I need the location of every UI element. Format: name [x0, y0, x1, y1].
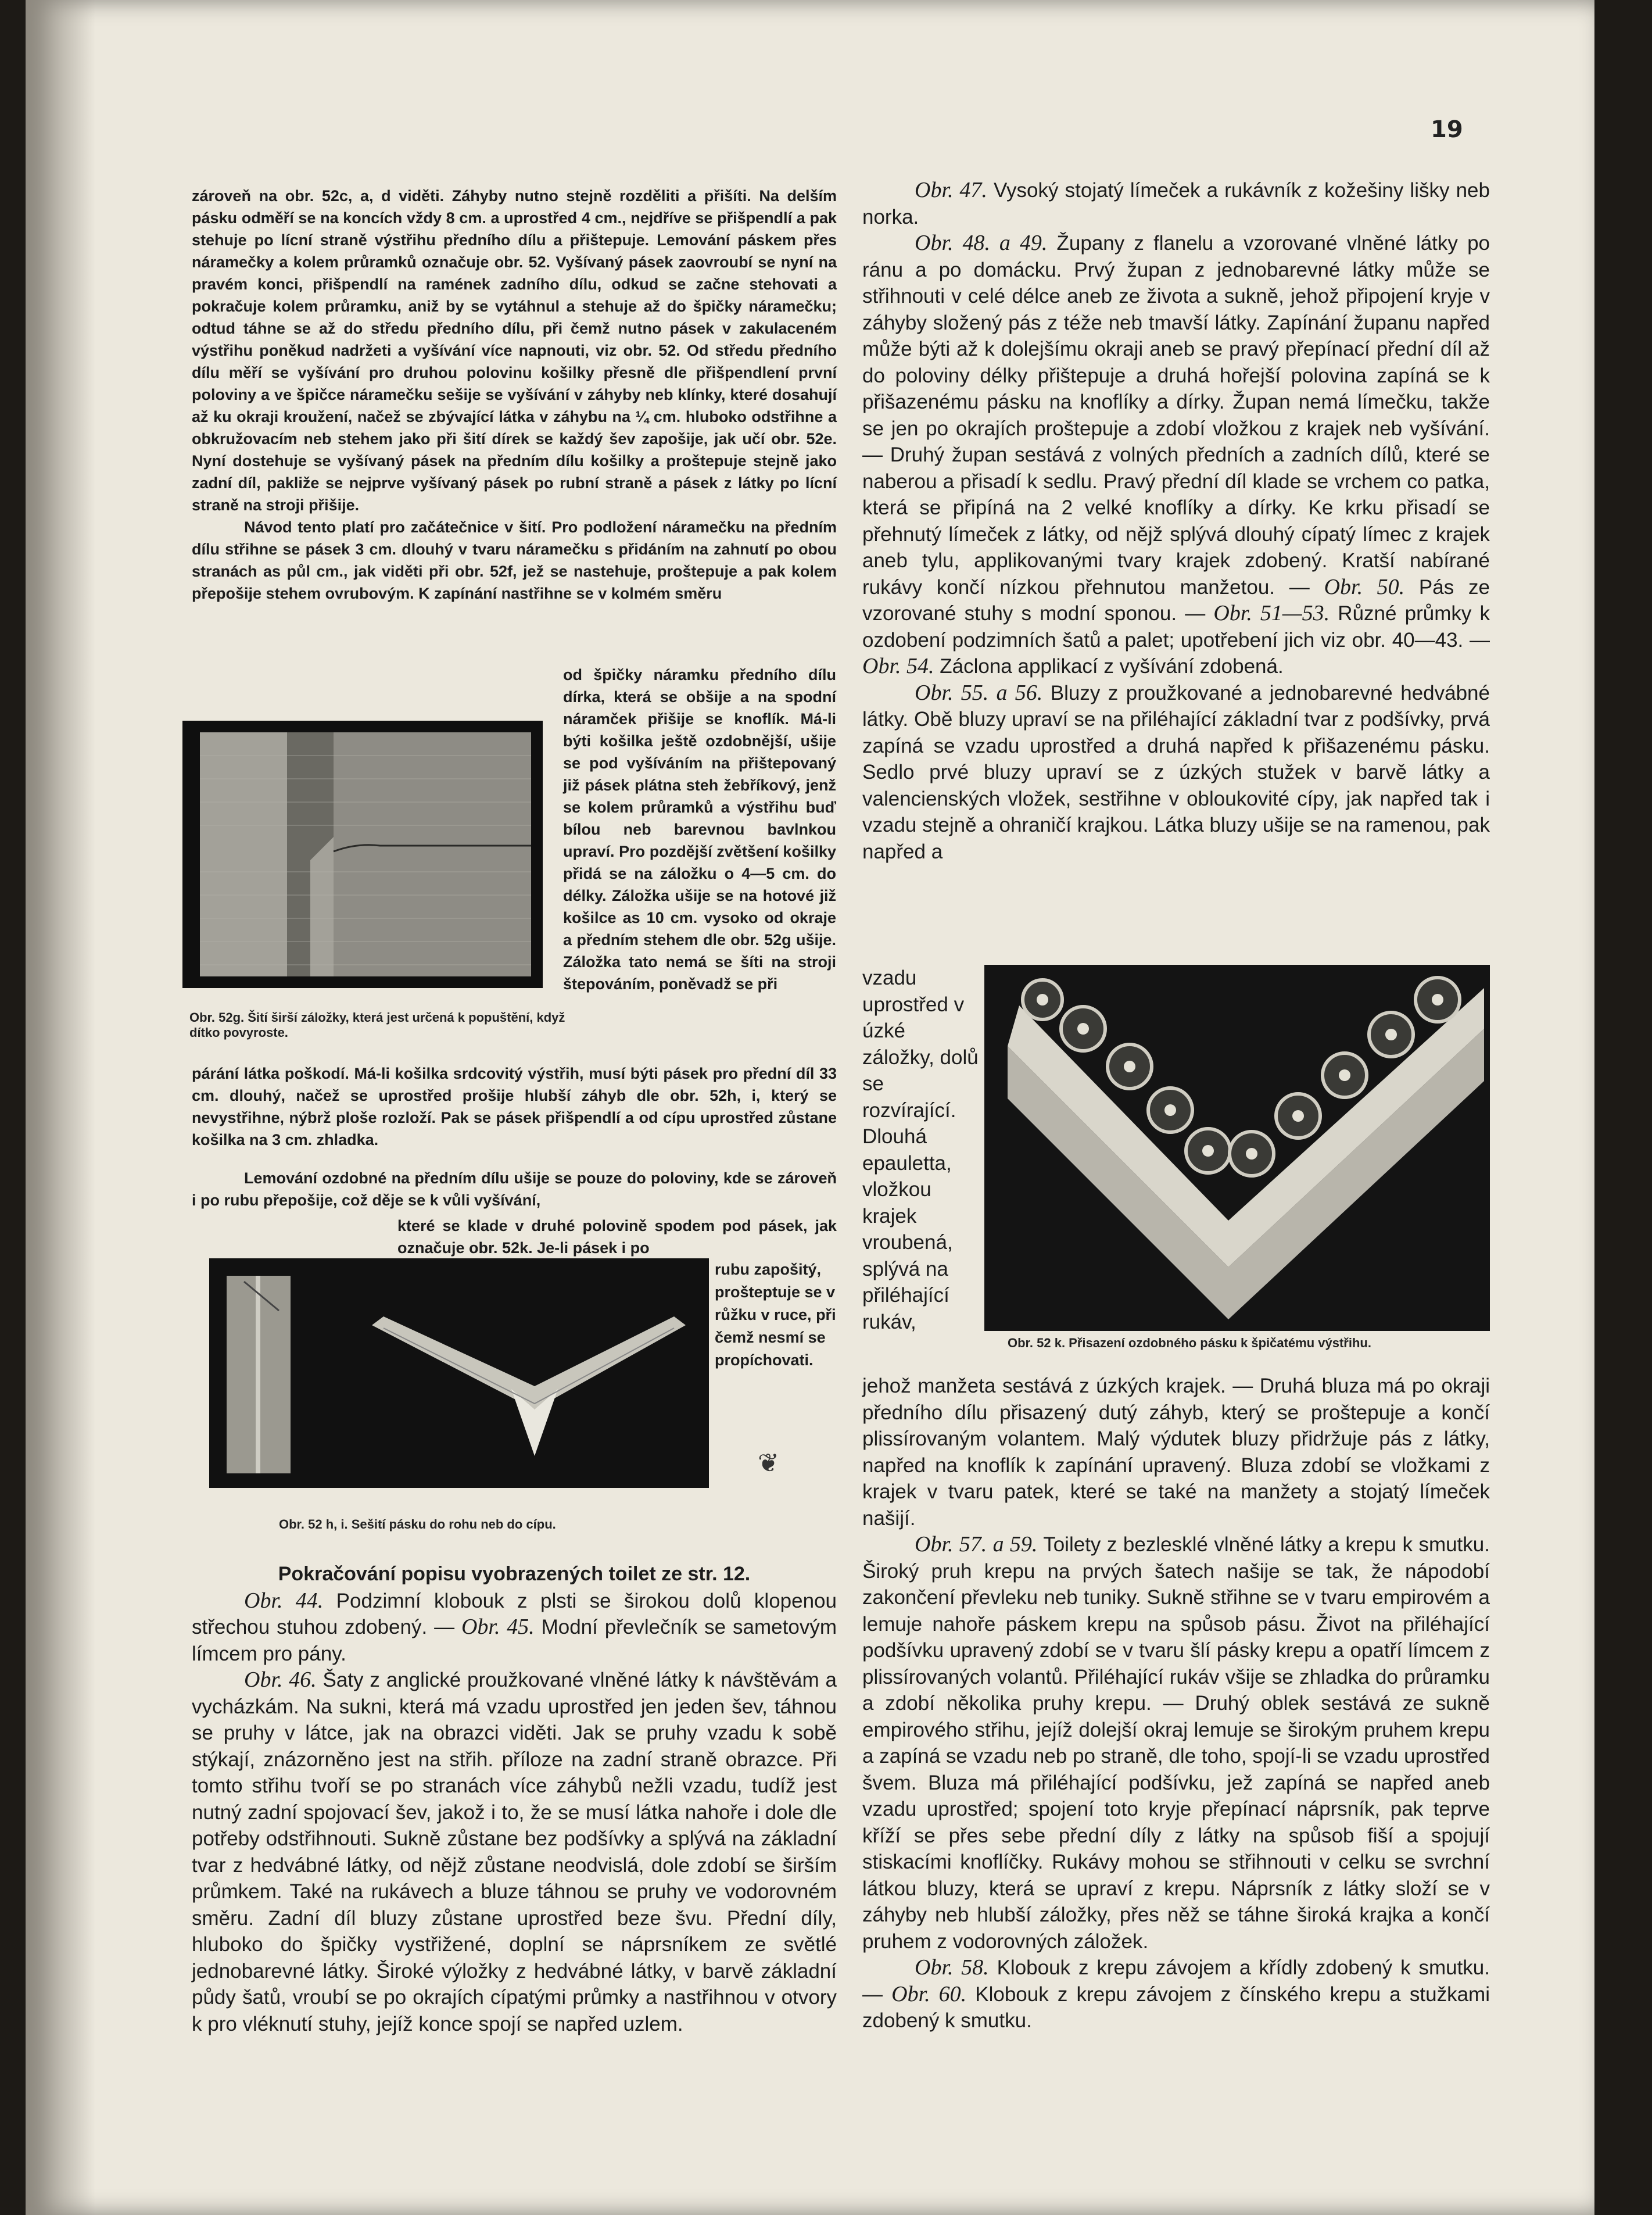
- left-large-text: [192, 1561, 837, 2037]
- figure-52k-image: [984, 965, 1490, 1331]
- figure-ref: Obr. 46.: [244, 1667, 317, 1692]
- left-small-text-2: [192, 1062, 837, 1211]
- wrap-text-52hi: rubu zapošitý, prošteptuje se v růžku v ruce, při čemž nesmí se propíchovati.: [715, 1261, 836, 1369]
- ornament-icon: ❦: [758, 1449, 779, 1477]
- figure-ref: Obr. 44.: [244, 1588, 324, 1613]
- text: Klobouk z krepu závojem a křídly zdobený k smutku. —: [862, 1956, 1490, 2006]
- caption-52hi: Obr. 52 h, i. Sešití pásku do rohu neb do cípu.: [279, 1517, 556, 1531]
- paragraph: [862, 177, 1490, 230]
- paragraph: Lemování ozdobné na předním dílu ušije se pouze do poloviny, kde se zároveň i po rubu přepošije, což děje se k vůli vyšívání,: [192, 1169, 837, 1209]
- paragraph: [192, 1588, 837, 1667]
- figure-52g-image: [182, 721, 543, 988]
- figure-ref: Obr. 51—53.: [1213, 601, 1330, 625]
- figure-ref: Obr. 60.: [891, 1981, 967, 2006]
- text: Toilety z bezlesklé vlněné látky a krepu k smutku. Široký pruh krepu na prvých šatech našije se tak, že nápodobí zakončení převleku neb tuniky. Sukně střihne se v tvaru empirovém a lemuje nahoře páskem krepu na spůsob pásu. Život na přiléhající podšívku upravený zdobí se v tvaru šlí pásky krepu a opatří límcem z plissírovaných volantů. Přiléhající rukáv všije se zhladka do průramku a zdobí několika pruhy krepu. — Druhý oblek sestává ze sukně empirového střihu, jejíž dolejší okraj lemuje se širokým pruhem krepu a zapíná se vzadu neb po straně, dle toho, spojí-li se vzadu uprostřed švem. Bluza má přiléhající podšívku, jež zapíná se napřed aneb vzadu uprostřed; spojení toto kryje přepínací náprsník, pak teprve kříží se přes sebe přední díly z látky na spůsob fiší a spojují stiskacími knoflíčky. Rukávy mohou se střihnouti v celku se svrchní látkou bluzy, která se upraví z krepu. Náprsník z látky složí se v záhyby neb hlubší záložky, přes něž se táhne široká krajka a končí pruhem z vodorovných záložek.: [862, 1533, 1490, 1953]
- text: Podzimní klobouk z plsti se širokou dolů klopenou střechou stuhou zdobený. —: [192, 1589, 837, 1638]
- text: Modní převlečník se sametovým límcem pro pány.: [192, 1616, 837, 1665]
- page-number: 19: [1431, 116, 1463, 143]
- page: [26, 0, 1594, 2215]
- left-small-text: [192, 185, 837, 604]
- paragraph: zároveň na obr. 52c, a, d viděti. Záhyby nutno stejně rozděliti a přišíti. Na delším pásku odměří se na koncích vždy 8 cm. a uprostřed 4 cm., nejdříve se přišpendlí a pak stehuje po lícní straně výstřihu předního dílu a přištepuje. Lemování páskem přes náramečky a kolem průramků označuje obr. 52. Vyšívaný pásek zaovroubí se nyní na pravém konci, přišpendlí na ramének zadního dílu, odkud se začne stehovati a pokračuje kolem průramku, aniž by se vytáhnul a stehuje až do špičky náramečku; odtud táhne se až do středu předního dílu, při čemž nutno pásek v zakulaceném výstřihu poněkud nadržeti a vyšívání více napnouti, viz obr. 52. Od středu předního dílu měří se vyšívání pro druhou polovinu košilky přesně dle přišpendlení první poloviny a ve špičce náramečku sešije se vyšívání v záhyby neb klínky, které dosahují až ku okraji kroužení, načež se zbývající látka v záhybu na ¼ cm. hluboko odstřihne a obkružovacím neb stehem jako při šití dírek se každý šev zapošije, jak učí obr. 52e. Nyní dostehuje se vyšívaný pásek na předním dílu košilky a proštepuje stejně jako zadní díl, pakliže se nejprve vyšívaný pásek po rubní straně a pásek z látky po lícní straně na stroji přišije.: [192, 187, 837, 514]
- paragraph: párání látka poškodí. Má-li košilka srdcovitý výstřih, musí býti pásek pro přední díl 33 cm. dlouhý, načež se uprostřed prošije hlubší záhyb dle obr. 52h, i, který se nevystřihne, nýbrž ploše rozloží. Pak se pásek přišpendlí a od cípu uprostřed zůstane košilka na 3 cm. zhladka.: [192, 1065, 837, 1148]
- figure-ref: Obr. 50.: [1324, 574, 1405, 599]
- paragraph: [862, 1955, 1490, 2034]
- text: Různé průmky k ozdobení podzimních šatů a palet; upotřebení jich viz obr. 40—43. —: [862, 602, 1490, 652]
- paragraph: [192, 1667, 837, 2037]
- text: Záclona applikací z vyšívání zdobená.: [934, 655, 1284, 678]
- text: Vysoký stojatý límeček a rukávník z kožešiny lišky neb norka.: [862, 179, 1490, 228]
- figure-ref: Obr. 48. a 49.: [915, 231, 1048, 255]
- figure-ref: Obr. 58.: [915, 1955, 989, 1980]
- figure-ref: Obr. 47.: [915, 178, 987, 202]
- section-heading: Pokračování popisu vyobrazených toilet ze str. 12.: [278, 1563, 751, 1585]
- figure-ref: Obr. 54.: [862, 654, 934, 678]
- figure-ref: Obr. 45.: [461, 1615, 535, 1639]
- figure-52k: [984, 965, 1490, 1331]
- paragraph: [862, 1531, 1490, 1955]
- paragraph: [862, 230, 1490, 680]
- caption-52k: Obr. 52 k. Přisazení ozdobného pásku k špičatému výstřihu.: [1008, 1336, 1371, 1350]
- paragraph: jehož manžeta sestává z úzkých krajek. — Druhá bluza má po okraji předního dílu přisazený dutý záhyb, který se proštepuje a končí plissírovaným volantem. Malý výdutek bluzy přidržuje pás z látky, napřed na knoflík k zapínání upravený. Bluza zdobí se vložkami z krajek v tvaru patek, které se také na manžety a stojatý límeček našijí.: [862, 1375, 1490, 1530]
- wrap-text-52g: od špičky náramku předního dílu dírka, která se obšije a na spodní náramček přišije se knoflík. Má-li býti košilka ještě ozdobnější, ušije se pod vyšíváním na přištepovaný již pásek plátna steh žebříkový, jenž se kolem průramků a výstřihu buď bílou neb barevnou bavlnkou upraví. Pro pozdější zvětšení košilky přidá se na záložku o 4—5 cm. do délky. Záložka ušije se na hotové již košilce as 10 cm. vysoko od okraje a předním stehem dle obr. 52g ušije. Záložka tato nemá se šíti na stroji štepováním, poněvadž se při: [563, 666, 836, 993]
- text: Župany z flanelu a vzorované vlněné látky po ránu a po domácku. Prvý župan z jednobarevné látky může se střihnouti v celé délce aneb ze života a sukně, jehož připojení kryje v záhyby složený pás z téže neb tmavší látky. Zapínání županu napřed může býti až k dolejšímu okraji aneb se pravý přepínací přední díl až do poloviny délky přištepuje a druhá hořejší polovina zapíná se k přišazenému pásku na knoflíky a dírky. Župan nemá límečku, takže se jen po okrajích proštepuje a zdobí vložkou z krajek neb vyšívání. — Druhý župan sestává z volných předních a zadních dílů, které se naberou a přisadí k sedlu. Pravý přední díl klade se vrchem co patka, která se připíná na 2 velké knoflíky a dírky. Ke krku přisadí se přehnutý límeček z látky, od nějž splývá dlouhý cípatý límec z krajek aneb tylu, applikovanými tvary krajek zdobený. Kratší nabírané rukávy končí nízkou přehnutou manžetou. —: [862, 232, 1490, 599]
- figure-52g: [182, 721, 543, 988]
- figure-ref: Obr. 55. a 56.: [915, 680, 1043, 705]
- right-text-2: [862, 1373, 1490, 2034]
- paragraph: které se klade v druhé polovině spodem pod pásek, jak označuje obr. 52k. Je-li pásek i po: [397, 1217, 837, 1257]
- figure-52hi-image: [209, 1258, 709, 1488]
- figure-52hi: [209, 1258, 709, 1488]
- text: Klobouk z krepu závojem z čínského krepu a stužkami zdobený k smutku.: [862, 1983, 1490, 2032]
- text: Pás ze vzorované stuhy s modní sponou. —: [862, 575, 1490, 625]
- caption-52g: Obr. 52g. Šití širší záložky, která jest určená k popuštění, když dítko povyroste.: [189, 1010, 565, 1040]
- paragraph: Návod tento platí pro začátečnice v šití. Pro podložení náramečku na předním dílu střihne se pásek 3 cm. dlouhý v tvaru náramečku s přidáním na zahnutí po obou stranách as půl cm., jak viděti při obr. 52f, jež se nastehuje, proštepuje a pak kolem přepošije stehem ovrubovým. K zapínání nastřihne se v kolmém směru: [192, 518, 837, 602]
- figure-ref: Obr. 57. a 59.: [915, 1532, 1038, 1556]
- wrap-text-52k: vzadu uprostřed v úzké záložky, dolů se rozvírající. Dlouhá epauletta, vložkou krajek vroubená, splývá na přiléhající rukáv,: [862, 967, 979, 1333]
- text: Šaty z anglické proužkované vlněné látky k návštěvám a vycházkám. Na sukni, která má vzadu uprostřed jen jeden šev, táhnou se pruhy v látce, jak na obrazci viděti. Jak se pruhy vzadu k sobě stýkají, znázorněno jest na střih. příloze na zadní straně obrazce. Při tomto střihu tvoří se po stranách více záhybů nežli vzadu, tudíž jest nutný zadní spojovací šev, jakož i to, že se musí látka nahoře i dole dle potřeby odstřihnouti. Sukně zůstane bez podšívky a splývá na základní tvar z hedvábné látky, od nějž zůstane neodvislá, dole zdobí se širším průmkem. Také na rukávech a bluze táhnou se pruhy ve vodorovném směru. Zadní díl bluzy zůstane uprostřed beze švu. Přední díly, hluboko do špičky vystřižené, doplní se náprsníkem ze světlé jednobarevné látky. Široké výložky z hedvábné látky, v barvě základní půdy šatů, vroubí se po okrajích cípatými průmky a nastřihnou v otvory k pro vléknutí stuhy, jejíž konce spojí se napřed uzlem.: [192, 1669, 837, 2035]
- right-text: [862, 177, 1490, 865]
- paragraph: [862, 680, 1490, 865]
- text: Bluzy z proužkované a jednobarevné hedvábné látky. Obě bluzy upraví se na přiléhající základní tvar z podšívky, prvá zapíná se vzadu uprostřed a druhá napřed k přišazenému pásku. Sedlo prvé bluzy upraví se z úzkých stužek v barvě látky a valencienských vložek, sestřihne v obloukovité cípy, jak napřed tak i vzadu stejně a ohraničí krajkou. Látka bluzy ušije se na ramenou, pak napřed a: [862, 681, 1490, 863]
